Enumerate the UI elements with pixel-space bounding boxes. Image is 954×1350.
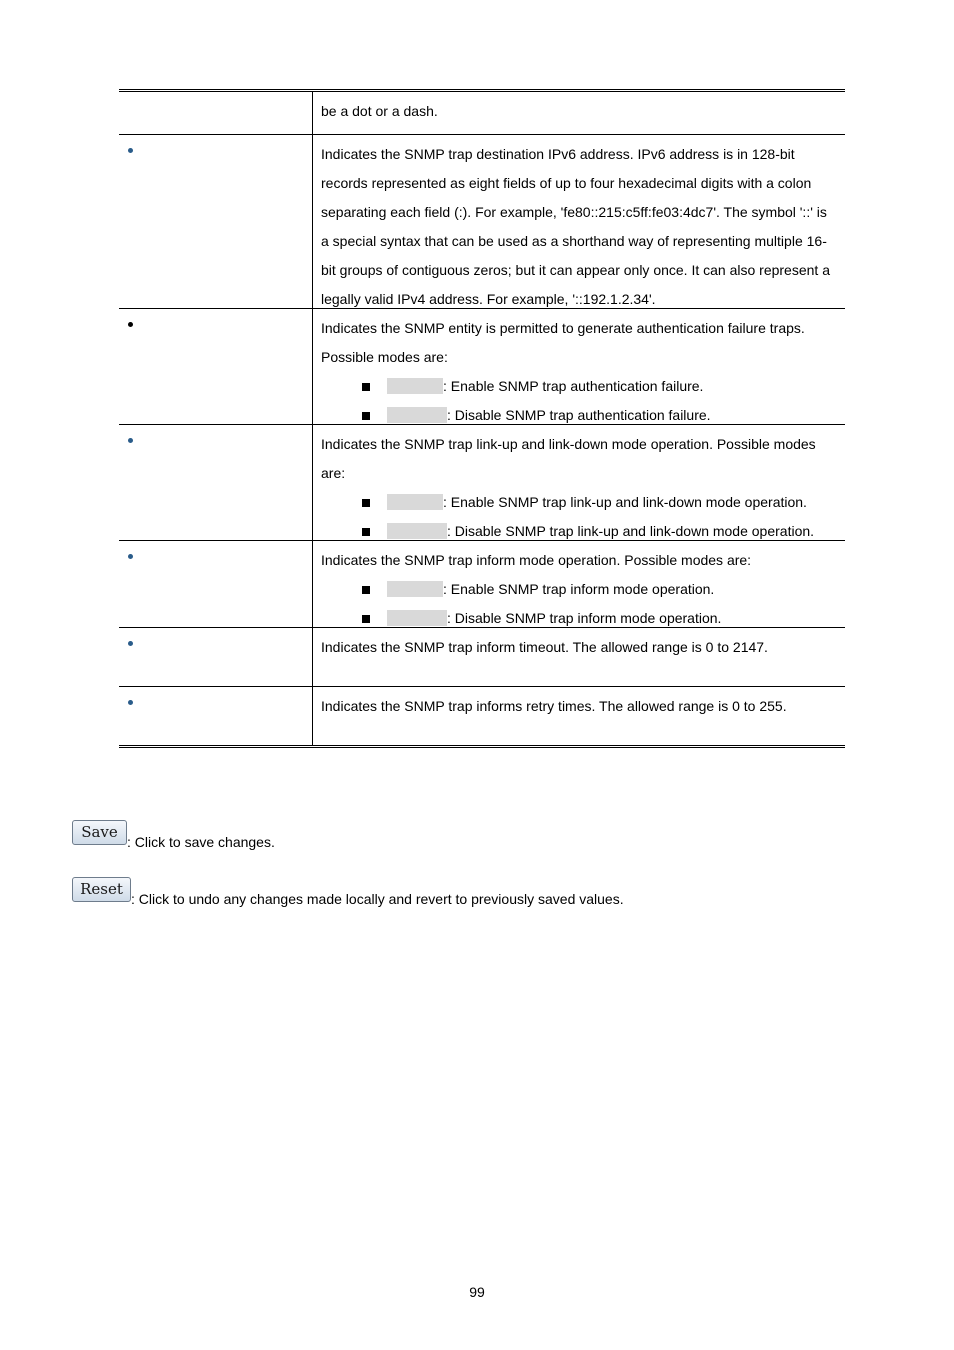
square-bullet-icon bbox=[362, 499, 370, 507]
bullet-icon bbox=[128, 554, 133, 559]
table-row bbox=[119, 687, 845, 745]
table-row bbox=[119, 309, 845, 425]
description-cell bbox=[313, 628, 845, 686]
square-bullet-icon bbox=[362, 615, 370, 623]
description-text: Indicates the SNMP trap inform timeout. The allowed range is 0 to 2147. bbox=[321, 639, 768, 655]
mode-option bbox=[321, 488, 837, 517]
table-row bbox=[119, 541, 845, 628]
parameter-table bbox=[119, 89, 845, 748]
object-cell bbox=[119, 628, 313, 686]
description-cell bbox=[313, 309, 845, 424]
description-text: be a dot or a dash. bbox=[321, 103, 438, 119]
option-text: : Disable SNMP trap authentication failure. bbox=[447, 407, 711, 423]
reset-button-line bbox=[72, 877, 712, 907]
square-bullet-icon bbox=[362, 412, 370, 420]
description-cell bbox=[313, 541, 845, 627]
mode-placeholder bbox=[387, 523, 447, 539]
save-button-line bbox=[72, 820, 372, 850]
object-cell bbox=[119, 92, 313, 134]
bullet-icon bbox=[128, 322, 133, 327]
square-bullet-icon bbox=[362, 586, 370, 594]
option-text: : Disable SNMP trap link-up and link-down mode operation. bbox=[447, 523, 815, 539]
object-cell bbox=[119, 687, 313, 745]
object-cell bbox=[119, 541, 313, 627]
description-cell bbox=[313, 92, 845, 134]
description-text: Indicates the SNMP trap informs retry times. The allowed range is 0 to 255. bbox=[321, 698, 787, 714]
mode-option bbox=[321, 575, 837, 604]
save-button[interactable]: Save bbox=[72, 820, 127, 845]
save-description: : Click to save changes. bbox=[127, 834, 275, 850]
description-text: Indicates the SNMP entity is permitted to generate authentication failure traps. Possible modes are: bbox=[321, 320, 805, 365]
mode-placeholder bbox=[387, 407, 447, 423]
object-cell bbox=[119, 135, 313, 308]
object-cell bbox=[119, 309, 313, 424]
description-cell bbox=[313, 425, 845, 540]
option-text: : Disable SNMP trap inform mode operation. bbox=[447, 610, 722, 626]
mode-placeholder bbox=[387, 610, 447, 626]
description-cell bbox=[313, 687, 845, 745]
bullet-icon bbox=[128, 641, 133, 646]
bullet-icon bbox=[128, 148, 133, 153]
table-row bbox=[119, 628, 845, 687]
description-text: Indicates the SNMP trap link-up and link-down mode operation. Possible modes are: bbox=[321, 436, 816, 481]
reset-button[interactable]: Reset bbox=[72, 877, 131, 902]
reset-description: : Click to undo any changes made locally and revert to previously saved values. bbox=[131, 891, 624, 907]
option-text: : Enable SNMP trap link-up and link-down mode operation. bbox=[443, 494, 807, 510]
description-text: Indicates the SNMP trap destination IPv6 address. IPv6 address is in 128-bit records represented as eight fields of up to four hexadecimal digits with a colon separating each field (:). For example, 'fe80::215:c5ff:fe03:4dc7'. The symbol '::' is a special syntax that can be used as a shorthand way of representing multiple 16-bit groups of contiguous zeros; but it can appear only once. It can also represent a legally valid IPv4 address. For example, '::192.1.2.34'. bbox=[321, 146, 830, 307]
page-number: 99 bbox=[469, 1284, 485, 1300]
mode-placeholder bbox=[387, 494, 443, 510]
bullet-icon bbox=[128, 700, 133, 705]
mode-placeholder bbox=[387, 581, 443, 597]
object-cell bbox=[119, 425, 313, 540]
bullet-icon bbox=[128, 438, 133, 443]
description-cell bbox=[313, 135, 845, 308]
mode-placeholder bbox=[387, 378, 443, 394]
square-bullet-icon bbox=[362, 528, 370, 536]
square-bullet-icon bbox=[362, 383, 370, 391]
table-row bbox=[119, 425, 845, 541]
option-text: : Enable SNMP trap authentication failure. bbox=[443, 378, 704, 394]
description-text: Indicates the SNMP trap inform mode operation. Possible modes are: bbox=[321, 552, 752, 568]
option-text: : Enable SNMP trap inform mode operation. bbox=[443, 581, 715, 597]
mode-option bbox=[321, 372, 837, 401]
table-row bbox=[119, 92, 845, 135]
table-row bbox=[119, 135, 845, 309]
